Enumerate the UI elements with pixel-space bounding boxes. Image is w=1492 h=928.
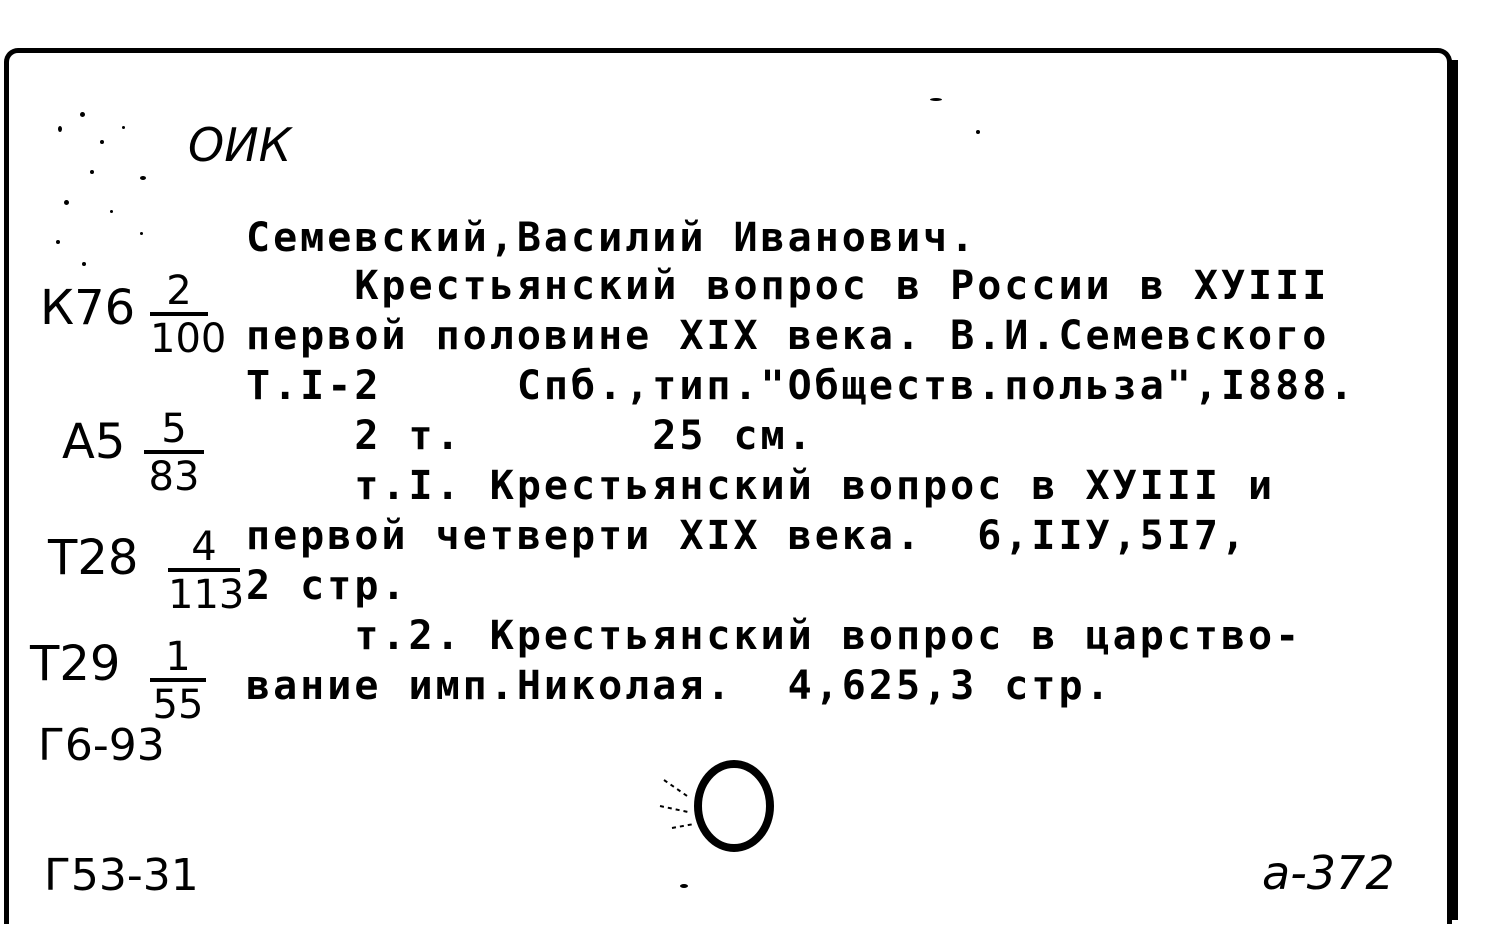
card-body-line: Крестьянский вопрос в России в ХУIII	[246, 263, 1330, 309]
shelfmark-4-fraction	[150, 636, 206, 728]
card-body-line: т.2. Крестьянский вопрос в царство-	[246, 613, 1303, 659]
shelfmark-2-fraction	[144, 408, 204, 500]
shelfmark-denominator: 113	[168, 572, 245, 618]
shelfmark-denominator: 55	[152, 682, 204, 728]
card-body-line: 2 т. 25 см.	[246, 413, 815, 459]
shelfmark-numerator: 5	[144, 408, 204, 454]
bottom-code: Г53-31	[44, 850, 199, 901]
card-edge	[1450, 60, 1458, 920]
shelfmark-prefix: К76	[40, 280, 136, 336]
card-body-line: вание имп.Николая. 4,625,3 стр.	[246, 663, 1113, 709]
shelfmark-denominator: 83	[148, 454, 200, 500]
stamp-label: ОИК	[188, 118, 292, 172]
shelfmark-4	[30, 636, 120, 692]
shelf-code: Г6-93	[38, 720, 165, 771]
shelfmark-3	[48, 530, 138, 586]
shelfmark-prefix: Т28	[48, 530, 139, 586]
card-body-line: первой четверти XIX века. 6,IIУ,5I7,	[246, 513, 1249, 559]
shelfmark-prefix: А5	[62, 414, 126, 470]
card-body-line: 2 стр.	[246, 563, 409, 609]
author-heading: Семевский,Василий Иванович.	[246, 215, 978, 261]
shelfmark-3-fraction	[168, 524, 245, 618]
card-body-line: Т.I-2 Спб.,тип."Обществ.польза",I888.	[246, 363, 1357, 409]
shelfmark-prefix: Т29	[30, 636, 121, 692]
catalog-number: а-372	[1262, 846, 1395, 900]
shelfmark-denominator: 100	[150, 316, 227, 362]
card-body-line: т.I. Крестьянский вопрос в ХУIII и	[246, 463, 1276, 509]
shelfmark-1-fraction	[150, 268, 227, 362]
shelfmark-numerator: 2	[150, 270, 208, 316]
card-body-line: первой половине XIX века. В.И.Семевского	[246, 313, 1330, 359]
shelfmark-2	[62, 414, 125, 470]
shelfmark-numerator: 1	[150, 636, 206, 682]
shelfmark-1	[40, 280, 135, 336]
punch-hole-icon	[650, 750, 790, 860]
shelfmark-numerator: 4	[168, 526, 240, 572]
